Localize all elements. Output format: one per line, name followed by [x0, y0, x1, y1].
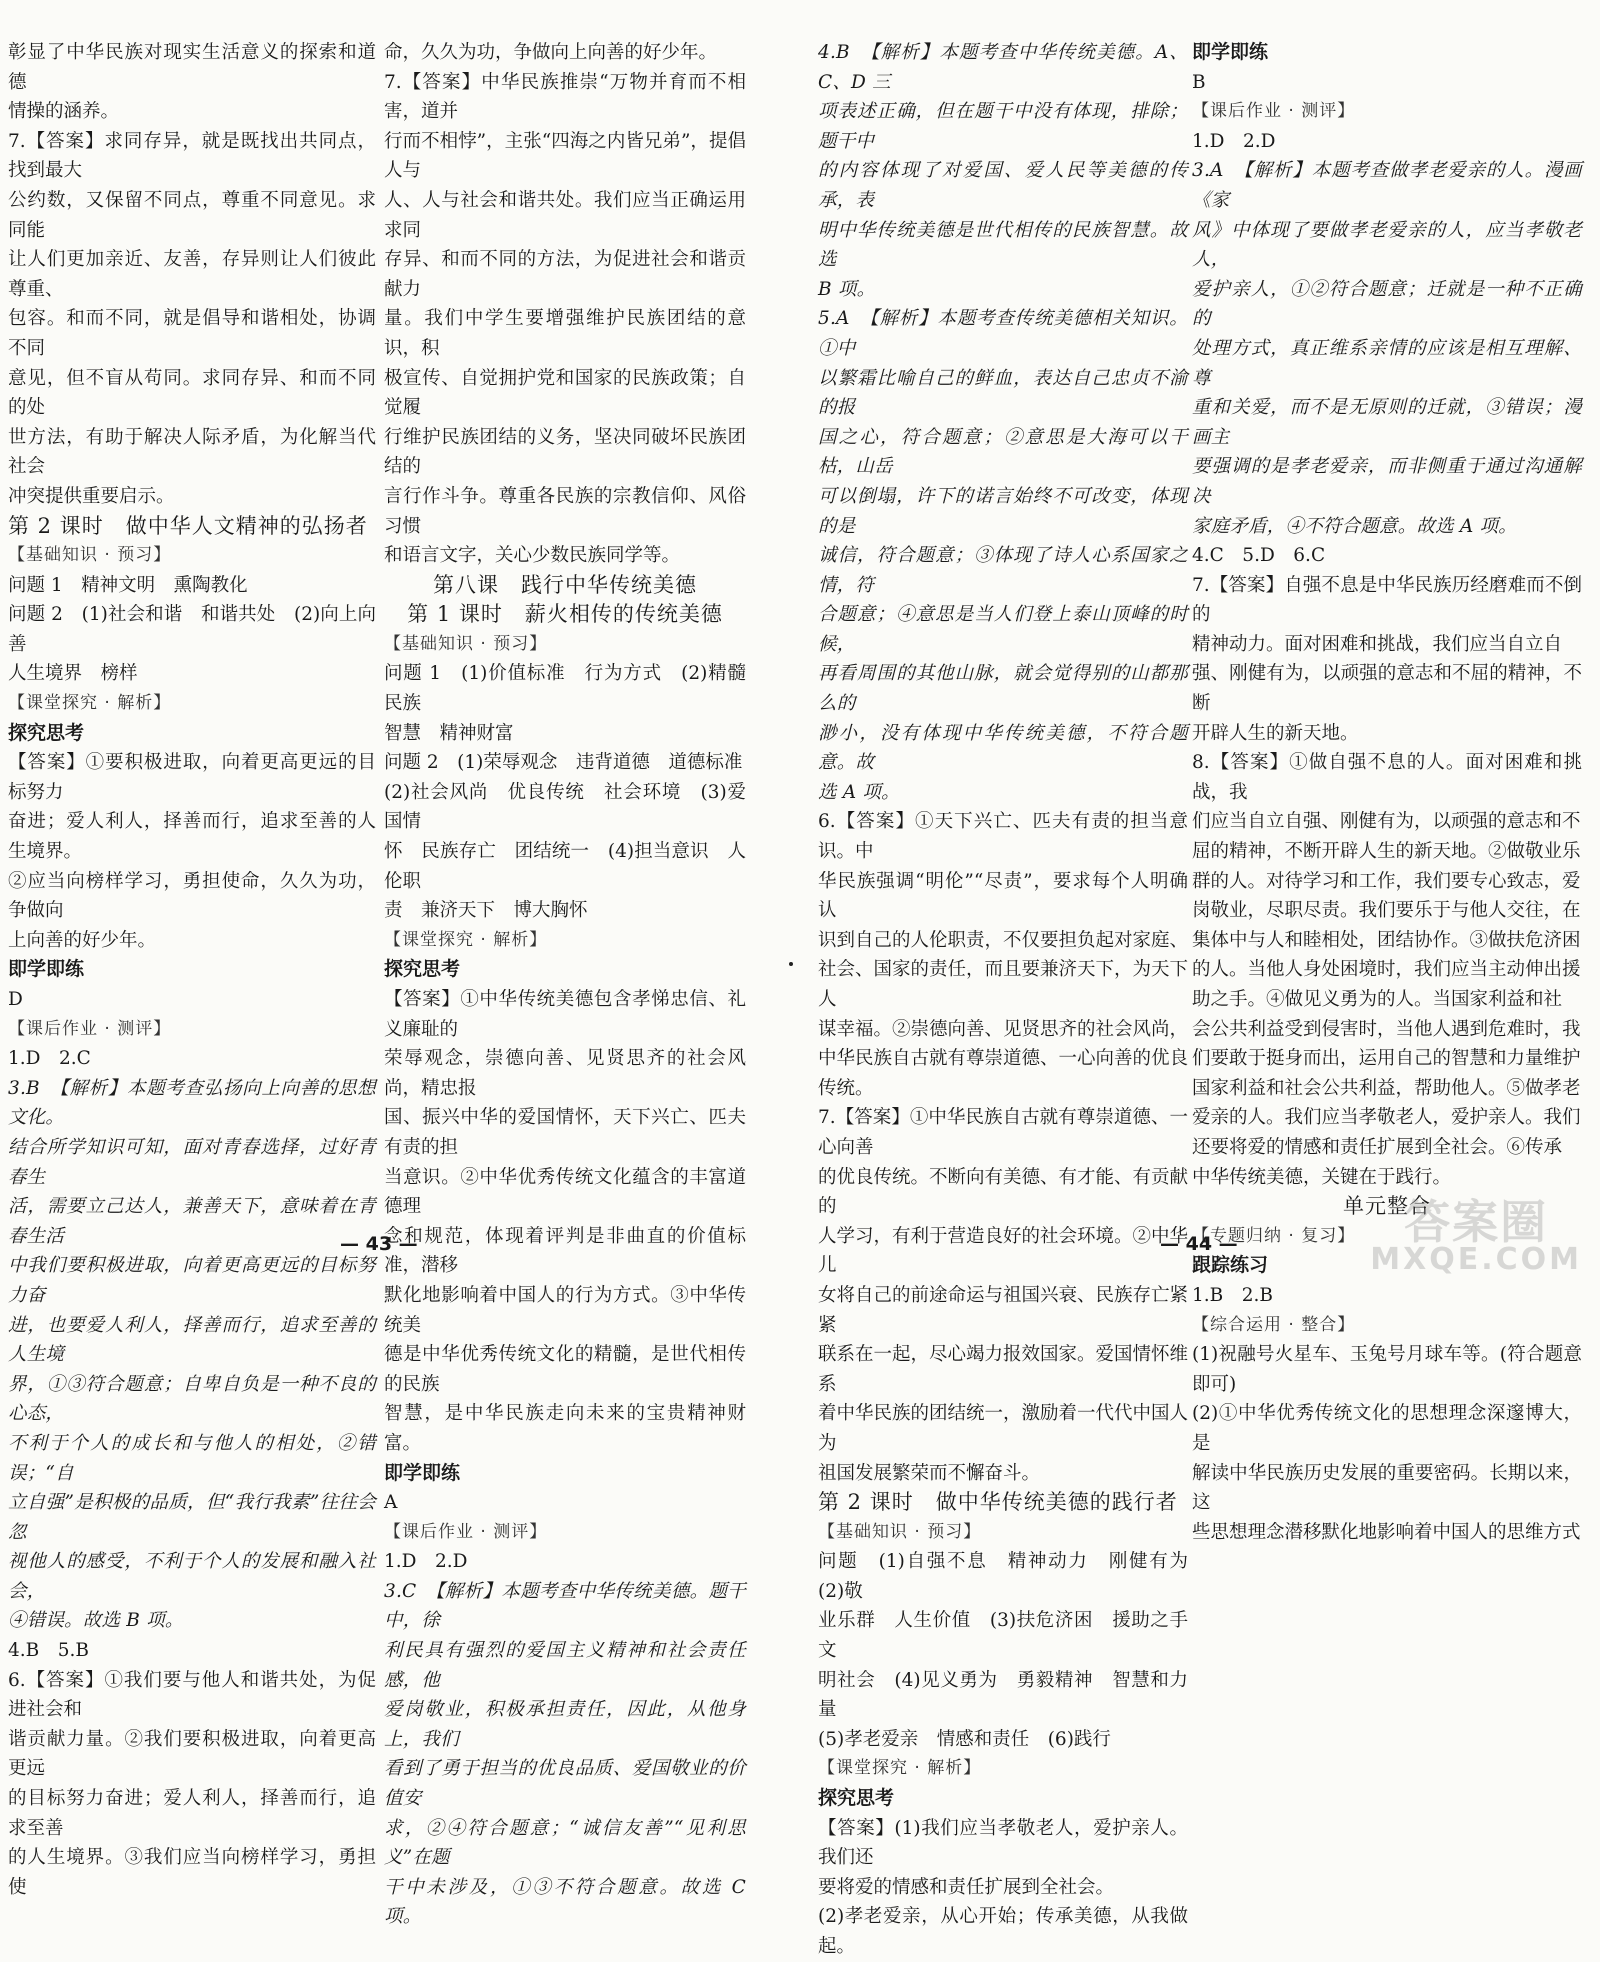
answer-paragraph: 8.【答案】①做自强不息的人。面对困难和挑战，我 们应当自立自强、刚健有为，以顽强的意志和不 屈的精神，不断开辟人生的新天地。②做敬业乐 群的人。对待学习和工作，我们要专心致志，爱 岗敬业，尽职尽责。我们要乐于与他人交往，在 集体中与人和睦相处，团结协作。③做扶危济困 的人。当他人身处困境时，我们应当主动伸出援 助之手。④做见义勇为的人。当国家利益和社 会公共利益受到侵害时，当他人遇到危难时，我 们要敢于挺身而出，运用自己的智慧和力量维护 国家利益和社会公共利益，帮助他人。⑤做孝老 爱亲的人。我们应当孝敬老人，爱护亲人。我们 还要将爱的情感和责任扩展到全社会。⑥传承 中华传统美德，关键在于践行。 [1192, 752, 1582, 1188]
answer-paragraph: 【答案】①要积极进取，向着更高更远的目标努力 奋进；爱人利人，择善而行，追求至善的人生境界。 ②应当向榜样学习，勇担使命，久久为功，争做向 上向善的好少年。 [8, 752, 376, 951]
answer-paragraph: (1)祝融号火星车、玉兔号月球车等。(符合题意即可) [1192, 1344, 1582, 1395]
lesson-title: 第 2 课时 做中华传统美德的践行者 [818, 1490, 1178, 1515]
answer-paragraph: A [384, 1492, 398, 1514]
section-box-label: 【 综合运用 · 整合 】 [1192, 1311, 1582, 1341]
section-box-label: 【 课后作业 · 测评 】 [384, 1518, 746, 1548]
answer-paragraph: 【答案】①中华传统美德包含孝悌忠信、礼义廉耻的 荣辱观念，崇德向善、见贤思齐的社会风尚，精忠报 国、振兴中华的爱国情怀，天下兴亡、匹夫有责的担 当意识。②中华优秀传统文化蕴含的丰富道德理 念和规范，体现着评判是非曲直的价值标准，潜移 默化地影响着中国人的行为方式。③中华传统美 德是中华优秀传统文化的精髓，是世代相传的民族 智慧，是中华民族走向未来的宝贵精神财富。 [384, 989, 746, 1454]
answer-paragraph: 7.【答案】中华民族推崇“万物并育而不相害，道并 行而不相悖”，主张“四海之内皆兄弟”，提倡人与 人、人与社会和谐共处。我们应当正确运用求同 存异、和而不同的方法，为促进社会和谐贡献力 量。我们中学生要增强维护民族团结的意识，积 极宣传、自觉拥护党和国家的民族政策；自觉履 行维护民族团结的义务，坚决同破坏民族团结的 言行作斗争。尊重各民族的宗教信仰、风俗习惯 和语言文字，关心少数民族同学等。 [384, 71, 746, 567]
answer-paragraph: 7.【答案】①中华民族自古就有尊崇道德、一心向善 的优良传统。不断向有美德、有才能、有贡献的 人学习，有利于营造良好的社会环境。②中华儿 女将自己的前途命运与祖国兴衰、民族存亡紧紧 联系在一起，尽心竭力报效国家。爱国情怀维系 着中华民族的团结统一，激励着一代代中国人为 祖国发展繁荣而不懈奋斗。 [818, 1107, 1189, 1484]
section-heading: 探究思考 [384, 958, 461, 981]
answer-paragraph: 7.【答案】自强不息是中华民族历经磨难而不倒的 精神动力。面对困难和挑战，我们应当自立自 强、刚健有为，以顽强的意志和不屈的精神，不断 开辟人生的新天地。 [1192, 574, 1582, 744]
column-3 [818, 38, 1188, 1962]
analysis-paragraph: 3.B 【解析】本题考查弘扬向上向善的思想文化。 结合所学知识可知，面对青春选择，过好青春生 活，需要立己达人，兼善天下，意味着在青春生活 中我们要积极进取，向着更高更远的目标努力奋 进，也要爱人利人，择善而行，追求至善的人生境 界，①③符合题意；自卑自负是一种不良的心态， 不利于个人的成长和与他人的相处，②错误；“自 立自强”是积极的品质，但“我行我素”往往会忽 视他人的感受，不利于个人的发展和融入社会， ④错误。故选 B 项。 [8, 1077, 376, 1632]
section-heading: 即学即练 [1192, 41, 1269, 63]
answer-paragraph: D [8, 989, 23, 1010]
answer-paragraph: 问题 2 (1)荣辱观念 违背道德 道德标准 (2)社会风尚 优良传统 社会环境 (3)爱国情 怀 民族存亡 团结统一 (4)担当意识 人伦职 责 兼济天下 博大胸怀 [384, 752, 746, 922]
margin-dot [789, 962, 793, 966]
watermark-logo: 答案圈 MXQE.COM [1370, 1195, 1582, 1277]
section-box-label: 【 专题归纳 · 复习 】 [1192, 1222, 1582, 1252]
answer-paragraph: 6.【答案】①我们要与他人和谐共处，为促进社会和 谐贡献力量。②我们要积极进取，向着更高更远 的目标努力奋进；爱人利人，择善而行，追求至善 的人生境界。③我们应当向榜样学习，勇担使 [8, 1669, 376, 1898]
section-heading: 即学即练 [8, 958, 85, 981]
answer-paragraph: 问题 (1)自强不息 精神动力 刚健有为 (2)敬 业乐群 人生价值 (3)扶危济困 援助之手 文 明社会 (4)见义勇为 勇毅精神 智慧和力量 (5)孝老爱亲 情感和责任 (6)践行 [818, 1551, 1188, 1750]
analysis-paragraph: 5.A 【解析】本题考查传统美德相关知识。①中 以繁霜比喻自己的鲜血，表达自己忠贞不渝的报 国之心，符合题意；②意思是大海可以干枯，山岳 可以倒塌，许下的诺言始终不可改变，体现的是 诚信，符合题意；③体现了诗人心系国家之情，符 合题意；④意思是当人们登上泰山顶峰的时候， 再看周围的其他山脉，就会觉得别的山都那么的 渺小，没有体现中华传统美德，不符合题意。故 选 A 项。 [818, 308, 1188, 803]
analysis-paragraph: 4.B 【解析】本题考查中华传统美德。A、C、D 三 项表述正确，但在题干中没有体现，排除；题干中 的内容体现了对爱国、爱人民等美德的传承，表 明中华传统美德是世代相传的民族智慧。故选 B 项。 [818, 42, 1188, 300]
answer-paragraph: 问题 1 精神文明 熏陶教化 [8, 574, 248, 596]
page-number-right: — 44 — [1160, 1233, 1238, 1255]
page-number-left: — 43 — [340, 1233, 418, 1255]
answer-paragraph: 7.【答案】求同存异，就是既找出共同点，找到最大 公约数，又保留不同点，尊重不同意见。求同能 让人们更加亲近、友善，存异则让人们彼此尊重、 包容。和而不同，就是倡导和谐相处，协调不同 意见，但不盲从苟同。求同存异、和而不同的处 世方法，有助于解决人际矛盾，为化解当代社会 冲突提供重要启示。 [8, 130, 376, 507]
answer-paragraph: 命，久久为功，争做向上向善的好少年。 [384, 42, 718, 63]
analysis-paragraph: 3.A 【解析】本题考查做孝老爱亲的人。漫画《家 风》中体现了要做孝老爱亲的人，应当孝敬老人， 爱护亲人，①②符合题意；迁就是一种不正确的 处理方式，真正维系亲情的应该是相互理解、尊 重和关爱，而不是无原则的迁就，③错误；漫画主 要强调的是孝老爱亲，而非侧重于通过沟通解决 家庭矛盾，④不符合题意。故选 A 项。 [1192, 160, 1582, 537]
answer-paragraph: 【答案】(1)我们应当孝敬老人，爱护亲人。我们还 要将爱的情感和责任扩展到全社会。 (2)孝老爱亲，从心开始；传承美德，从我做起。 [818, 1817, 1188, 1957]
answer-paragraph: 彰显了中华民族对现实生活意义的探索和道德 情操的涵养。 [8, 42, 376, 123]
answer-paragraph: 1.D 2.D [384, 1551, 468, 1573]
answer-paragraph: 问题 1 (1)价值标准 行为方式 (2)精髓 民族 智慧 精神财富 [384, 663, 746, 744]
answer-paragraph: 1.D 2.C [8, 1048, 91, 1070]
section-heading: 探究思考 [8, 721, 85, 744]
lesson-title: 第 1 课时 薪火相传的传统美德 [407, 602, 723, 627]
answer-paragraph: 6.【答案】①天下兴亡、匹夫有责的担当意识。中 华民族强调“明伦”“尽责”，要求每个人明确认 识到自己的人伦职责，不仅要担负起对家庭、 社会、国家的责任，而且要兼济天下，为天下人 谋幸福。②崇德向善、见贤思齐的社会风尚， 中华民族自古就有尊崇道德、一心向善的优良 传统。 [818, 811, 1189, 1099]
section-heading: 探究思考 [818, 1787, 895, 1810]
section-box-label: 【 基础知识 · 预习 】 [384, 630, 746, 660]
section-box-label: 【 基础知识 · 预习 】 [818, 1518, 1188, 1548]
section-box-label: 【 课堂探究 · 解析 】 [818, 1754, 1188, 1784]
section-heading: 即学即练 [384, 1461, 461, 1484]
column-4 [1192, 38, 1582, 1547]
analysis-paragraph: 3.C 【解析】本题考查中华传统美德。题干中，徐 利民具有强烈的爱国主义精神和社会责任感，他 爱岗敬业，积极承担责任，因此，从他身上，我们 看到了勇于担当的优良品质、爱国敬业的价值安 求，②④符合题意；“诚信友善”“见利思义”在题 干中未涉及，①③不符合题意。故选 C 项。 [384, 1580, 746, 1928]
section-heading: 跟踪练习 [1192, 1254, 1269, 1277]
section-box-label: 【 基础知识 · 预习 】 [8, 541, 376, 571]
answer-paragraph: 1.B 2.B [1192, 1284, 1273, 1306]
lesson-title: 第八课 践行中华传统美德 [433, 572, 697, 597]
section-box-label: 【 课后作业 · 测评 】 [8, 1015, 376, 1045]
section-box-label: 【 课堂探究 · 解析 】 [384, 926, 746, 956]
answer-paragraph: B [1192, 71, 1206, 93]
lesson-title: 单元整合 [1343, 1194, 1431, 1219]
section-box-label: 【 课后作业 · 测评 】 [1192, 97, 1582, 127]
answer-paragraph: 4.C 5.D 6.C [1192, 545, 1326, 567]
answer-paragraph: (2)①中华优秀传统文化的思想理念深邃博大，是 解读中华民族历史发展的重要密码。长期以来，这 些思想理念潜移默化地影响着中国人的思维方式 [1192, 1403, 1582, 1543]
answer-paragraph: 1.D 2.D [1192, 130, 1276, 152]
column-1 [8, 38, 376, 1902]
lesson-title: 第 2 课时 做中华人文精神的弘扬者 [8, 513, 368, 538]
section-box-label: 【 课堂探究 · 解析 】 [8, 689, 376, 719]
answer-paragraph: 问题 2 (1)社会和谐 和谐共处 (2)向上向善 人生境界 榜样 [8, 604, 376, 685]
column-2 [384, 38, 746, 1932]
answer-paragraph: 4.B 5.B [8, 1640, 89, 1662]
